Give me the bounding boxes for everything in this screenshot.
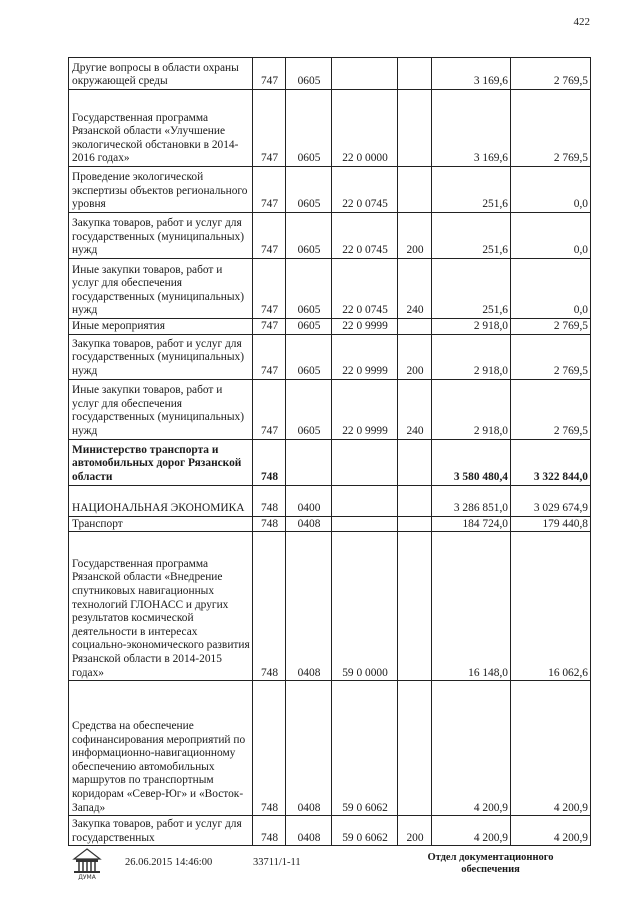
row-ved: 748 xyxy=(253,532,286,681)
row-name: Государственная программа Рязанской области «Улучшение экологической обстановки в 2014-2016 годах» xyxy=(69,90,253,167)
row-name: Закупка товаров, работ и услуг для государственных xyxy=(69,816,253,846)
table-row xyxy=(69,90,591,167)
row-ved: 748 xyxy=(253,516,286,532)
row-vr xyxy=(398,516,432,532)
row-ved: 747 xyxy=(253,90,286,167)
row-ved: 747 xyxy=(253,319,286,335)
row-sum-2015: 184 724,0 xyxy=(432,516,511,532)
row-name: Министерство транспорта и автомобильных дорог Рязанской области xyxy=(69,439,253,485)
row-sum-2015: 2 918,0 xyxy=(432,319,511,335)
row-vr: 240 xyxy=(398,379,432,439)
row-sum-executed: 4 200,9 xyxy=(511,681,591,816)
row-name: Проведение экологической экспертизы объектов регионального уровня xyxy=(69,167,253,213)
row-cs: 22 0 9999 xyxy=(332,334,398,379)
row-rz: 0605 xyxy=(286,379,332,439)
row-ved: 747 xyxy=(253,167,286,213)
row-cs xyxy=(332,58,398,90)
row-vr: 240 xyxy=(398,259,432,319)
row-name: Средства на обеспечение софинансирования мероприятий по информационно-навигационному обеспечению автомобильных маршрутов по транспортным коридорам «Север-Юг» и «Восток-Запад» xyxy=(69,681,253,816)
row-rz: 0605 xyxy=(286,213,332,259)
row-rz: 0605 xyxy=(286,334,332,379)
row-vr xyxy=(398,58,432,90)
row-cs: 22 0 0745 xyxy=(332,213,398,259)
table-row xyxy=(69,532,591,681)
row-cs xyxy=(332,439,398,485)
footer-timestamp: 26.06.2015 14:46:00 xyxy=(125,857,213,868)
table-row xyxy=(69,439,591,485)
row-sum-executed: 0,0 xyxy=(511,167,591,213)
table-row xyxy=(69,681,591,816)
row-rz: 0408 xyxy=(286,516,332,532)
table-row xyxy=(69,213,591,259)
row-sum-executed: 2 769,5 xyxy=(511,379,591,439)
row-cs: 59 0 6062 xyxy=(332,816,398,846)
row-sum-2015: 251,6 xyxy=(432,167,511,213)
table-row xyxy=(69,816,591,846)
row-sum-2015: 3 169,6 xyxy=(432,90,511,167)
row-ved: 747 xyxy=(253,213,286,259)
row-name: Иные закупки товаров, работ и услуг для обеспечения государственных (муниципальных) нужд xyxy=(69,259,253,319)
row-sum-2015: 251,6 xyxy=(432,213,511,259)
row-sum-executed: 2 769,5 xyxy=(511,58,591,90)
row-rz: 0605 xyxy=(286,58,332,90)
logo-text: ДУМА xyxy=(78,874,96,880)
row-ved: 747 xyxy=(253,334,286,379)
row-rz: 0408 xyxy=(286,816,332,846)
row-cs: 59 0 0000 xyxy=(332,532,398,681)
table-row xyxy=(69,259,591,319)
row-sum-2015: 3 286 851,0 xyxy=(432,485,511,516)
row-cs xyxy=(332,516,398,532)
row-rz: 0605 xyxy=(286,259,332,319)
row-ved: 747 xyxy=(253,379,286,439)
row-sum-2015: 3 580 480,4 xyxy=(432,439,511,485)
row-cs: 22 0 0000 xyxy=(332,90,398,167)
row-sum-executed: 3 029 674,9 xyxy=(511,485,591,516)
table-row xyxy=(69,167,591,213)
row-vr xyxy=(398,439,432,485)
row-ved: 747 xyxy=(253,58,286,90)
row-sum-2015: 251,6 xyxy=(432,259,511,319)
table-row xyxy=(69,319,591,335)
row-cs: 22 0 0745 xyxy=(332,259,398,319)
row-vr: 200 xyxy=(398,816,432,846)
table-row xyxy=(69,379,591,439)
row-cs: 22 0 9999 xyxy=(332,319,398,335)
row-rz: 0408 xyxy=(286,681,332,816)
row-name: Иные закупки товаров, работ и услуг для обеспечения государственных (муниципальных) нужд xyxy=(69,379,253,439)
page-number: 422 xyxy=(573,16,590,28)
row-rz xyxy=(286,439,332,485)
row-sum-executed: 0,0 xyxy=(511,259,591,319)
row-ved: 748 xyxy=(253,439,286,485)
row-ved: 748 xyxy=(253,816,286,846)
footer-department: Отдел документационного обеспечения xyxy=(427,852,554,875)
row-cs: 59 0 6062 xyxy=(332,681,398,816)
row-ved: 748 xyxy=(253,485,286,516)
row-vr xyxy=(398,167,432,213)
table-row xyxy=(69,485,591,516)
row-vr xyxy=(398,681,432,816)
row-rz: 0605 xyxy=(286,319,332,335)
table-row xyxy=(69,334,591,379)
row-rz: 0400 xyxy=(286,485,332,516)
row-rz: 0605 xyxy=(286,167,332,213)
row-cs: 22 0 9999 xyxy=(332,379,398,439)
row-sum-2015: 4 200,9 xyxy=(432,681,511,816)
row-sum-executed: 3 322 844,0 xyxy=(511,439,591,485)
row-rz: 0408 xyxy=(286,532,332,681)
row-name: Другие вопросы в области охраны окружающей среды xyxy=(69,58,253,90)
row-cs xyxy=(332,485,398,516)
row-sum-executed: 179 440,8 xyxy=(511,516,591,532)
row-name: Закупка товаров, работ и услуг для государственных (муниципальных) нужд xyxy=(69,334,253,379)
row-sum-executed: 2 769,5 xyxy=(511,90,591,167)
row-sum-executed: 0,0 xyxy=(511,213,591,259)
row-vr: 200 xyxy=(398,334,432,379)
row-vr xyxy=(398,319,432,335)
row-cs: 22 0 0745 xyxy=(332,167,398,213)
row-vr xyxy=(398,485,432,516)
row-sum-executed: 2 769,5 xyxy=(511,319,591,335)
row-sum-2015: 4 200,9 xyxy=(432,816,511,846)
row-name: Закупка товаров, работ и услуг для государственных (муниципальных) нужд xyxy=(69,213,253,259)
row-rz: 0605 xyxy=(286,90,332,167)
row-name: Иные мероприятия xyxy=(69,319,253,335)
row-ved: 748 xyxy=(253,681,286,816)
row-sum-2015: 2 918,0 xyxy=(432,334,511,379)
budget-table xyxy=(68,57,591,846)
row-sum-2015: 2 918,0 xyxy=(432,379,511,439)
table-row xyxy=(69,58,591,90)
row-sum-executed: 4 200,9 xyxy=(511,816,591,846)
row-vr xyxy=(398,90,432,167)
footer-doc-number: 33711/1-11 xyxy=(253,857,301,868)
row-name: Транспорт xyxy=(69,516,253,532)
table-row xyxy=(69,516,591,532)
row-vr xyxy=(398,532,432,681)
row-sum-executed: 16 062,6 xyxy=(511,532,591,681)
row-name: Государственная программа Рязанской области «Внедрение спутниковых навигационных технологий ГЛОНАСС и других результатов космической деятельности в интересах социально-экономического развития Рязанской области в 2014-2015 годах» xyxy=(69,532,253,681)
row-vr: 200 xyxy=(398,213,432,259)
row-name: НАЦИОНАЛЬНАЯ ЭКОНОМИКА xyxy=(69,485,253,516)
duma-logo xyxy=(70,846,104,880)
row-sum-executed: 2 769,5 xyxy=(511,334,591,379)
row-sum-2015: 16 148,0 xyxy=(432,532,511,681)
row-ved: 747 xyxy=(253,259,286,319)
row-sum-2015: 3 169,6 xyxy=(432,58,511,90)
